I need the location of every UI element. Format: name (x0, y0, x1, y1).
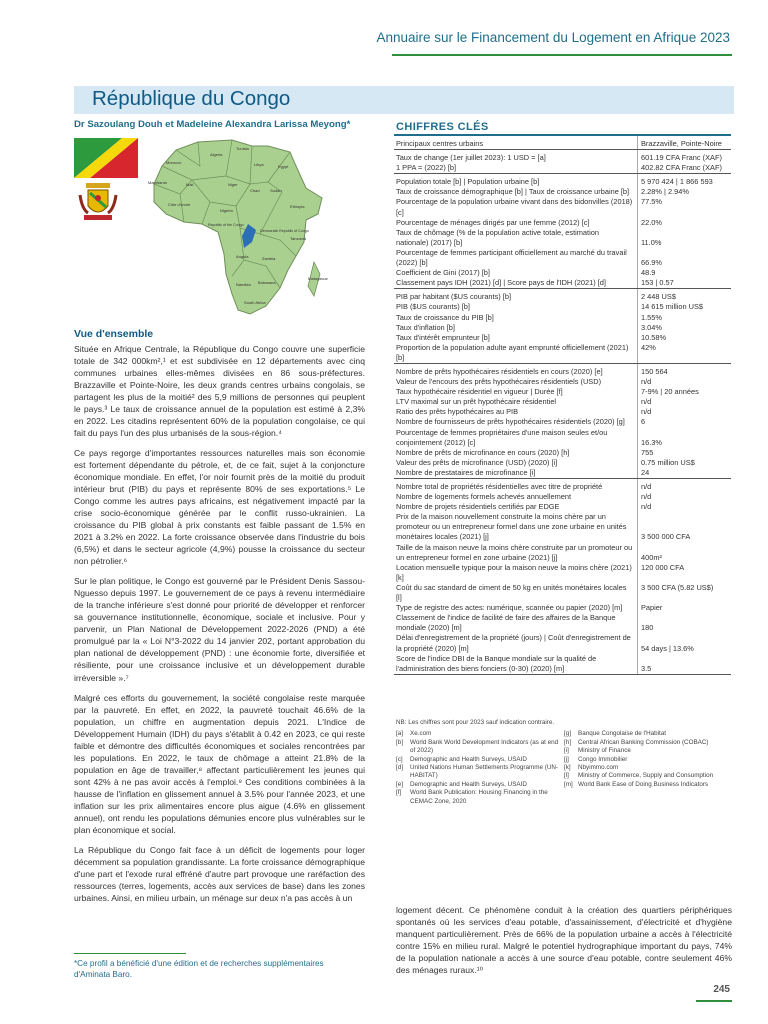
key-figure-label: Nombre de prestataires de microfinance [i] (396, 467, 536, 477)
key-figure-value: 22.0% (637, 218, 731, 228)
key-figure-label: PIB ($US courants) [b] (396, 302, 470, 312)
key-figure-value: 3.04% (637, 323, 731, 333)
key-figure-label: Taux de croissance du PIB [b] (396, 312, 494, 322)
overview-continuation (396, 904, 732, 976)
key-figure-row (394, 228, 731, 248)
key-figure-value: n/d (637, 492, 731, 502)
source-note-key: [k] (564, 764, 571, 772)
source-note (564, 739, 732, 747)
source-note-text: World Bank Publication: Housing Financing in the CEMAC Zone, 2020 (410, 789, 548, 805)
key-figure-row (394, 417, 731, 427)
key-figure-label: Pourcentage de femmes propriétaires d'une maison seules et/ou conjointement (2012) [c] (396, 427, 608, 447)
key-figure-row (394, 218, 731, 228)
overview-paragraph: La République du Congo fait face à un déficit de logements pour loger décemment sa population grandissante. La forte croissance démographique d'une part et l'exode rural effréné d'autre part provoque une raréfaction des ressources (terres, logements, accès aux services de base) dans les zones urbaines. Ainsi, en milieu urbain, un ménage sur deux n'a pas accès à un (74, 844, 365, 904)
key-figure-label: Taux d'inflation [b] (396, 322, 455, 332)
key-figure-value: 42% (637, 343, 731, 363)
overview-heading: Vue d'ensemble (74, 328, 154, 340)
key-figure-row (394, 458, 731, 468)
key-figure-row (394, 583, 731, 603)
map-label: Morocco (166, 160, 182, 165)
key-figure-label: 1 PPA = (2022) [b] (396, 163, 457, 173)
source-note (564, 756, 732, 764)
key-figure-row (394, 248, 731, 268)
source-note-key: [f] (396, 789, 402, 797)
map-label: South Africa (244, 300, 266, 305)
key-figure-row (394, 136, 731, 149)
footnote-rule (74, 953, 186, 954)
key-figures-section (394, 174, 731, 289)
source-note-key: [e] (396, 780, 404, 788)
source-note-text: Xe.com (410, 730, 432, 738)
map-label: Democratic Republic of Congo (260, 229, 309, 233)
key-figure-label: Coût du sac standard de ciment de 50 kg en unités monétaires locales [l] (396, 582, 627, 603)
map-label: Republic of the Congo (208, 223, 244, 227)
source-note-key: [b] (396, 738, 404, 746)
key-figure-label: Nombre de projets résidentiels certifiés par EDGE (396, 502, 560, 512)
running-header: Annuaire sur le Financement du Logement en Afrique 2023 (376, 30, 730, 45)
overview-paragraph: Malgré ces efforts du gouvernement, la société congolaise reste marquée par la pauvreté. En effet, en 2022, la pauvreté touchait 46.6% de la population, un chiffre en augmentation depuis 2021. L'Indice de Développement Humain (IDH) du pays s'établit à 0.42 en 2023, ce qui reste faible et démontre des difficultés économiques et sociales rencontrées par les populations. En 2022, le taux de chômage a atteint 21.8% de la population en âge de travailler,⁸ affectant particulièrement les jeunes qui sont 42% à ne pas avoir accès à l'emploi.⁹ Ces conditions combinées à la hausse de l'inflation en glissement annuel à 3.5% pour l'année 2023, et une inflation sur les prix alimentaires encore plus aigue (4.6% en glissement annuel), ont rendu les populations démunies encore plus vulnérables sur le plan économique et social. (74, 692, 365, 835)
key-figure-label: Taille de la maison neuve la moins chère construite par un promoteur ou un entrepreneur formel en zone urbaine (2021) [j] (396, 542, 633, 562)
key-figure-row (394, 268, 731, 278)
source-note-key: [a] (396, 730, 404, 738)
notes-left-column (396, 730, 564, 806)
page-title: République du Congo (92, 87, 291, 110)
key-figure-value: 54 days | 13.6% (637, 633, 731, 653)
key-figure-label: Ratio des prêts hypothécaires au PIB (396, 407, 519, 417)
key-figure-value: 24 (637, 468, 731, 478)
source-note-key: [g] (564, 730, 572, 738)
key-figures-section (394, 289, 731, 364)
key-figure-label: Valeur des prêts de microfinance (USD) (2020) [i] (396, 457, 558, 467)
overview-paragraph: Située en Afrique Centrale, la République du Congo couvre une superficie totale de 342 000km²,¹ et est subdivisée en 12 départements avec cinq communes urbaines elles-mêmes divisées en 86 sous-préfectures. Brazzaville et Pointe-Noire, les deux grands centres urbains congolais, se partagent les plus de la moitié² des 5,9 millions de personnes qui peuplent le pays.³ Le taux de croissance annuel de la population est estimé à 2,3% en 2022. Les citadins représentent 60% de la population congolaise, ce qui fait du pays l'un des plus urbanisés de la sous-région.⁴ (74, 343, 365, 438)
key-figure-label: Taux de change (1er juillet 2023): 1 USD = [a] (396, 153, 546, 163)
key-figure-row (394, 364, 731, 377)
key-figure-value: 10.58% (637, 333, 731, 343)
continuation-paragraph: logement décent. Ce phénomène conduit à la création des quartiers périphériques spontanés où les services d'eau potable, d'assainissement, d'électricité et d'hygiène manquent particulièrement. Près de 66% de la population urbaine a accès à l'électricité contre 15% en milieu rural. Malgré le potentiel hydrographique important du pays, 74% de la population nationale a accès à une source d'eau potable, contre seulement 46% des ménages ruraux.¹⁰ (396, 905, 732, 976)
key-figure-value: n/d (637, 479, 731, 492)
source-note (396, 730, 564, 738)
overview-section (74, 327, 365, 912)
map-label: Madagascar (308, 277, 328, 281)
page-number: 245 (713, 984, 730, 995)
source-note-key: [h] (564, 738, 572, 746)
key-figure-row (394, 654, 731, 674)
map-label: Egypt (278, 164, 289, 169)
key-figure-value: 2 448 US$ (637, 289, 731, 302)
source-note-text: Ministry of Finance (578, 747, 631, 755)
source-note-text: Nbyimmo.com (578, 764, 619, 772)
key-figures-title: CHIFFRES CLÉS (396, 121, 489, 133)
map-label: Mauritania (148, 180, 167, 185)
source-notes (396, 719, 732, 806)
notes-title: NB: Les chiffres sont pour 2023 sauf indication contraire. (396, 719, 555, 726)
source-note-text: World Bank Ease of Doing Business Indicators (578, 780, 709, 788)
key-figure-value: 48.9 (637, 268, 731, 278)
map-label: Sudan (270, 188, 282, 193)
key-figure-value: 1.55% (637, 313, 731, 323)
key-figure-row (394, 479, 731, 492)
key-figure-label: Taux hypothécaire résidentiel en vigueur | Durée [f] (396, 387, 563, 397)
key-figure-row (394, 187, 731, 197)
key-figure-label: Pourcentage de ménages dirigés par une femme (2012) [c] (396, 217, 590, 227)
key-figure-value: 3 500 CFA (5.82 US$) (637, 583, 731, 603)
key-figure-value: 150 564 (637, 364, 731, 377)
source-note-key: [m] (564, 780, 573, 788)
source-note (396, 764, 564, 781)
key-figure-label: Classement de l'indice de facilité de faire des affaires de la Banque mondiale (2020) [m] (396, 613, 616, 633)
key-figure-row (394, 543, 731, 563)
key-figure-value: 3.5 (637, 654, 731, 674)
key-figure-row (394, 407, 731, 417)
key-figures-section (394, 479, 731, 675)
overview-paragraph: Sur le plan politique, le Congo est gouverné par le Président Denis Sassou-Nguesso depuis 1997. Le gouvernement de ce pays à revenu intermédiaire de la tranche inférieure s'est donné pour priorité de développer et renforcer sa gouvernance institutionnelle, économique, sociale et inclusive. Pour y parvenir, un Plan National de Développement 2022-2026 (PND) a été promulgué par la « Loi N°3-2022 du 14 janvier 202, portant approbation du plan national de développement (PND) : une économie forte, diversifiée et résiliente, pour une croissance inclusive et un développement durable irréversible ».⁷ (74, 576, 365, 683)
key-figure-value: 0.75 million US$ (637, 458, 731, 468)
map-label: Niger (228, 182, 238, 187)
key-figure-row (394, 492, 731, 502)
key-figure-value: 3 500 000 CFA (637, 512, 731, 542)
key-figure-label: LTV maximal sur un prêt hypothécaire résidentiel (396, 397, 557, 407)
key-figure-label: Pourcentage de la population urbaine vivant dans des bidonvilles (2018) [c] (396, 197, 633, 217)
key-figure-value: 7-9% | 20 années (637, 387, 731, 397)
map-label: Algeria (210, 152, 223, 157)
key-figure-value: 16.3% (637, 428, 731, 448)
coat-of-arms-icon (76, 179, 120, 223)
key-figure-row (394, 377, 731, 387)
map-label: Libya (254, 162, 264, 167)
map-label: Tunisia (236, 146, 249, 151)
source-note-key: [c] (396, 755, 403, 763)
republic-of-congo-flag-icon (74, 138, 138, 178)
key-figure-value: Brazzaville, Pointe-Noire (637, 136, 731, 149)
source-note-text: Congo Immobilier (578, 755, 628, 763)
key-figure-row (394, 289, 731, 302)
key-figure-label: Principaux centres urbains (396, 139, 484, 148)
key-figure-value: n/d (637, 377, 731, 387)
key-figure-value: 6 (637, 417, 731, 427)
source-note-key: [j] (564, 755, 569, 763)
key-figure-row (394, 603, 731, 613)
map-label: Namibia (236, 282, 251, 287)
map-label: Mali (186, 182, 194, 187)
page-number-rule (696, 1000, 732, 1002)
key-figure-value: 180 (637, 613, 731, 633)
key-figure-value: 402.82 CFA Franc (XAF) (637, 163, 731, 173)
source-note (564, 747, 732, 755)
key-figure-label: Taux de chômage (% de la population active totale, estimation nationale) (2017) [b] (396, 227, 599, 247)
key-figures-section (394, 364, 731, 479)
source-note (396, 789, 564, 806)
map-label: Ethiopia (290, 204, 305, 209)
key-figure-label: Coefficient de Gini (2017) [b] (396, 268, 490, 278)
key-figure-label: Population totale [b] | Population urbaine [b] (396, 177, 540, 187)
key-figure-row (394, 163, 731, 173)
key-figure-row (394, 428, 731, 448)
key-figure-value: 400m² (637, 543, 731, 563)
authors: Dr Sazoulang Douh et Madeleine Alexandra Larissa Meyong* (74, 119, 351, 130)
key-figure-label: Délai d'enregistrement de la propriété (jours) | Coût d'enregistrement de la propriété (2020) [m] (396, 633, 631, 653)
key-figure-row (394, 512, 731, 542)
key-figure-value: 11.0% (637, 228, 731, 248)
map-label: Angola (236, 254, 249, 259)
source-note-text: United Nations Human Settlements Programme (UN-HABITAT) (410, 764, 559, 780)
key-figure-value: Papier (637, 603, 731, 613)
key-figures-section (394, 136, 731, 150)
key-figure-value: 755 (637, 448, 731, 458)
key-figure-value: 66.9% (637, 248, 731, 268)
key-figure-label: Taux de croissance démographique [b] | Taux de croissance urbaine [b] (396, 187, 630, 197)
key-figure-row (394, 633, 731, 653)
key-figure-value: n/d (637, 502, 731, 512)
key-figure-label: Taux d'intérêt emprunteur [b] (396, 332, 490, 342)
key-figure-row (394, 333, 731, 343)
key-figure-value: 5 970 424 | 1 866 593 (637, 174, 731, 187)
source-note (564, 772, 732, 780)
key-figure-row (394, 343, 731, 363)
source-note-text: Ministry of Commerce, Supply and Consumption (578, 772, 714, 780)
map-label: Botswana (258, 280, 276, 285)
notes-right-column (564, 730, 732, 806)
africa-map-icon (140, 136, 336, 318)
map-label: Nigeria (220, 208, 233, 213)
key-figure-row (394, 174, 731, 187)
key-figure-row (394, 502, 731, 512)
key-figure-value: 2.28% | 2.94% (637, 187, 731, 197)
key-figure-value: 77.5% (637, 197, 731, 217)
key-figure-row (394, 150, 731, 163)
key-figure-label: Proportion de la population adulte ayant emprunté officiellement (2021) [b] (396, 342, 629, 362)
key-figure-value: 120 000 CFA (637, 563, 731, 583)
key-figure-row (394, 197, 731, 217)
key-figure-row (394, 278, 731, 288)
key-figure-row (394, 387, 731, 397)
key-figure-label: Score de l'indice DBI de la Banque mondiale sur la qualité de l'administration des biens fonciers (0-30) (2020) [m] (396, 653, 597, 673)
key-figure-label: Pourcentage de femmes participant officiellement au marché du travail (2022) [b] (396, 247, 627, 268)
overview-paragraph: Ce pays regorge d'importantes ressources naturelles mais son économie est fortement dépendante du pétrole, et, de ce fait, sujet à la conjoncture économique mondiale. En effet, l'or noir fournit près de la moitié du produit intérieur brut (PIB) du pays et représente 80% de ses exportations.⁵ Le Congo comme les autres pays africains, est négativement impacté par la crise socio-économique générée par le conflit russo-ukrainien. La croissance du PIB global à prix constants est faible passant de 1.5% en 2021 à 3.2% en 2022. La forte croissance observée dans l'industrie du bois (6,5%) et dans le secteur agricole (4,9%) pousse la croissance du secteur non pétrolier.⁶ (74, 447, 365, 567)
key-figure-value: 601.19 CFA Franc (XAF) (637, 150, 731, 163)
footnote: *Ce profil a bénéficié d'une édition et de recherches supplémentaires d'Aminata Baro. (74, 959, 324, 980)
key-figure-value: n/d (637, 397, 731, 407)
map-label: Chad (250, 188, 260, 193)
key-figure-label: Nombre de fournisseurs de prêts hypothécaires résidentiels (2020) [g] (396, 417, 625, 427)
key-figure-label: Classement pays IDH (2021) [d] | Score pays de l'IDH (2021) [d] (396, 278, 606, 288)
map-label: Côte d'Ivoire (168, 202, 191, 207)
header-rule (392, 54, 732, 56)
source-note-text: World Bank World Development Indicators (as at end of 2022) (410, 738, 559, 755)
key-figures-table (394, 134, 731, 713)
key-figure-row (394, 563, 731, 583)
source-note-text: Banque Congolaise de l'Habitat (578, 730, 667, 738)
source-note-key: [l] (564, 772, 569, 780)
title-band (74, 86, 734, 114)
key-figure-row (394, 302, 731, 312)
source-note-text: Demographic and Health Surveys, USAID (410, 780, 527, 788)
key-figure-row (394, 468, 731, 478)
source-note-text: Central African Banking Commission (COBAC) (578, 738, 709, 746)
key-figure-value: 14 615 million US$ (637, 302, 731, 312)
key-figure-label: Nombre total de propriétés résidentielles avec titre de propriété (396, 482, 603, 491)
key-figure-label: Prix de la maison nouvellement construite la moins chère par un promoteur ou un entrepreneur formel dans une zone urbaine en unités monétaires locales (2021) [j] (396, 512, 627, 542)
map-label: Zambia (262, 256, 276, 261)
source-note-text: Demographic and Health Surveys, USAID (410, 755, 527, 763)
key-figure-label: PIB par habitant ($US courants) [b] (396, 292, 512, 302)
key-figure-value: n/d (637, 407, 731, 417)
key-figure-label: Nombre de prêts de microfinance en cours (2020) [h] (396, 447, 570, 457)
key-figure-row (394, 613, 731, 633)
key-figure-value: 153 | 0.57 (637, 278, 731, 288)
key-figure-label: Nombre de prêts hypothécaires résidentiels en cours (2020) [e] (396, 366, 603, 376)
source-note (396, 756, 564, 764)
source-note (564, 781, 732, 789)
source-note (396, 781, 564, 789)
source-note-key: [d] (396, 764, 404, 772)
key-figure-row (394, 313, 731, 323)
source-note (396, 739, 564, 756)
key-figure-row (394, 323, 731, 333)
key-figure-label: Location mensuelle typique pour la maison neuve la moins chère (2021) [k] (396, 562, 632, 582)
key-figure-label: Type de registre des actes: numérique, scannée ou papier (2020) [m] (396, 603, 623, 613)
key-figure-label: Nombre de logements formels achevés annuellement (396, 492, 572, 502)
key-figure-label: Valeur de l'encours des prêts hypothécaires résidentiels (USD) (396, 377, 602, 387)
source-note-key: [i] (564, 747, 569, 755)
source-note (564, 730, 732, 738)
key-figure-row (394, 397, 731, 407)
map-label: Tanzania (290, 236, 307, 241)
source-note (564, 764, 732, 772)
key-figure-row (394, 448, 731, 458)
key-figures-section (394, 150, 731, 174)
